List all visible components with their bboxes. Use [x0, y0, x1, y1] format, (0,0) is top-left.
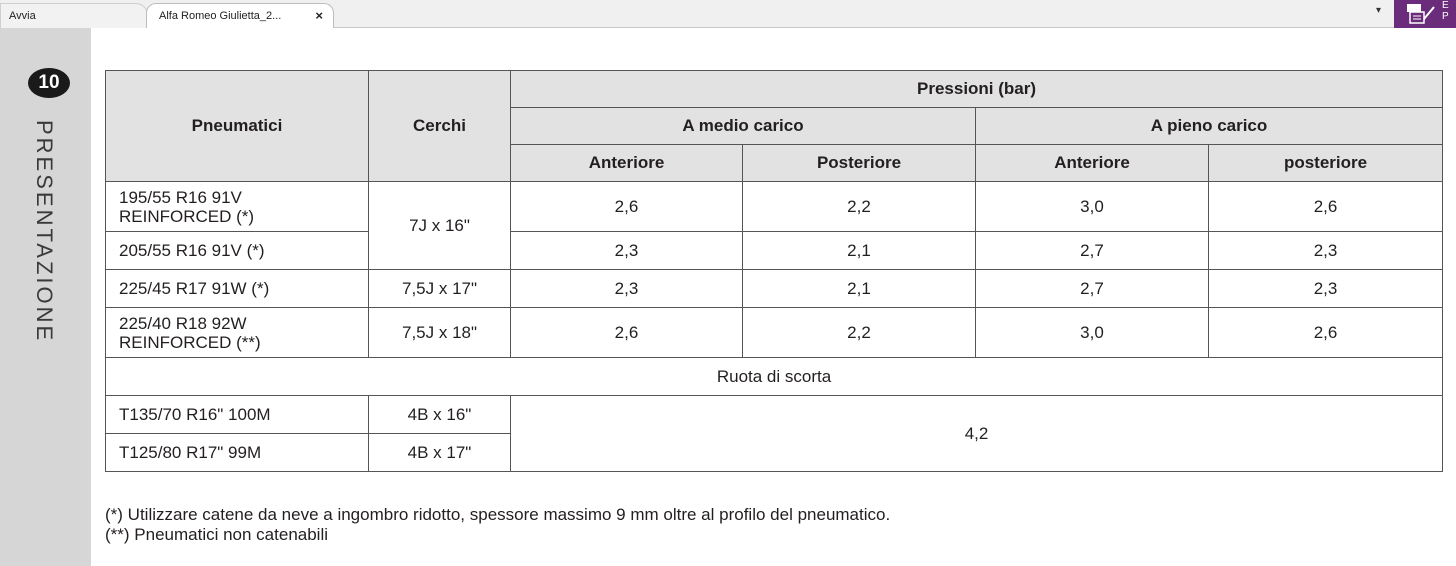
- chevron-down-icon[interactable]: ▾: [1376, 5, 1382, 16]
- pressure-cell: 2,2: [743, 182, 976, 232]
- rim-cell: 7,5J x 18": [369, 308, 511, 358]
- page-side-strip: [0, 28, 91, 566]
- header-full-load: A pieno carico: [976, 108, 1443, 145]
- tyre-pressure-table: [105, 70, 1443, 472]
- header-pressures: Pressioni (bar): [511, 71, 1443, 108]
- header-rear-medium: Posteriore: [743, 145, 976, 182]
- tyre-line: 225/40 R18 92W: [119, 313, 247, 333]
- footnotes: [105, 505, 890, 545]
- tyre-cell: T125/80 R17" 99M: [106, 434, 369, 472]
- tyre-line: 195/55 R16 91V: [119, 187, 242, 207]
- header-medium-load: A medio carico: [511, 108, 976, 145]
- header-rims: Cerchi: [369, 71, 511, 182]
- pdf-edit-button[interactable]: [1394, 0, 1456, 28]
- table-row: [106, 396, 1443, 434]
- tyre-line: REINFORCED (**): [119, 332, 261, 352]
- tyre-line: REINFORCED (*): [119, 206, 255, 226]
- footnote: (**) Pneumatici non catenabili: [105, 525, 329, 544]
- pdf-edit-icon: [1406, 3, 1436, 25]
- pressure-cell: 2,3: [511, 232, 743, 270]
- spare-wheel-label: Ruota di scorta: [106, 358, 1443, 396]
- toolbar-side-letters: E P: [1442, 0, 1449, 22]
- rim-cell: 4B x 16": [369, 396, 511, 434]
- header-front-medium: Anteriore: [511, 145, 743, 182]
- tab-home-label: Avvia: [9, 10, 36, 22]
- pressure-cell: 2,3: [1209, 270, 1443, 308]
- pressure-cell: 2,6: [1209, 182, 1443, 232]
- tyre-cell: 205/55 R16 91V (*): [106, 232, 369, 270]
- pressure-cell: 3,0: [976, 308, 1209, 358]
- table-row: [106, 270, 1443, 308]
- pressure-cell: 3,0: [976, 182, 1209, 232]
- pressure-cell: 2,6: [511, 182, 743, 232]
- tab-document[interactable]: [146, 3, 334, 28]
- tab-bar: [0, 0, 1456, 28]
- tyre-cell: 225/45 R17 91W (*): [106, 270, 369, 308]
- header-front-full: Anteriore: [976, 145, 1209, 182]
- table-row: [106, 308, 1443, 358]
- rim-cell: 4B x 17": [369, 434, 511, 472]
- pressure-cell: 2,3: [1209, 232, 1443, 270]
- close-icon[interactable]: ×: [315, 8, 323, 23]
- tyre-cell: T135/70 R16" 100M: [106, 396, 369, 434]
- tyre-cell: [106, 308, 369, 358]
- page-number: 10: [28, 68, 70, 98]
- pressure-cell: 2,3: [511, 270, 743, 308]
- pressure-cell: 2,1: [743, 270, 976, 308]
- spare-pressure-cell: 4,2: [511, 396, 1443, 472]
- table-row: [106, 182, 1443, 232]
- footnote: (*) Utilizzare catene da neve a ingombro ridotto, spessore massimo 9 mm oltre al profilo del pneumatico.: [105, 505, 891, 524]
- pressure-cell: 2,7: [976, 232, 1209, 270]
- rim-cell: 7J x 16": [369, 182, 511, 270]
- pressure-cell: 2,7: [976, 270, 1209, 308]
- tyre-cell: [106, 182, 369, 232]
- header-tyres: Pneumatici: [106, 71, 369, 182]
- tab-document-label: Alfa Romeo Giulietta_2...: [159, 10, 282, 22]
- pressure-cell: 2,6: [511, 308, 743, 358]
- table-row: [106, 358, 1443, 396]
- header-rear-full: posteriore: [1209, 145, 1443, 182]
- pressure-cell: 2,2: [743, 308, 976, 358]
- table-row: [106, 232, 1443, 270]
- tab-home[interactable]: [0, 3, 148, 28]
- rim-cell: 7,5J x 17": [369, 270, 511, 308]
- section-title: PRESENTAZIONE: [32, 120, 57, 344]
- pressure-cell: 2,6: [1209, 308, 1443, 358]
- pressure-cell: 2,1: [743, 232, 976, 270]
